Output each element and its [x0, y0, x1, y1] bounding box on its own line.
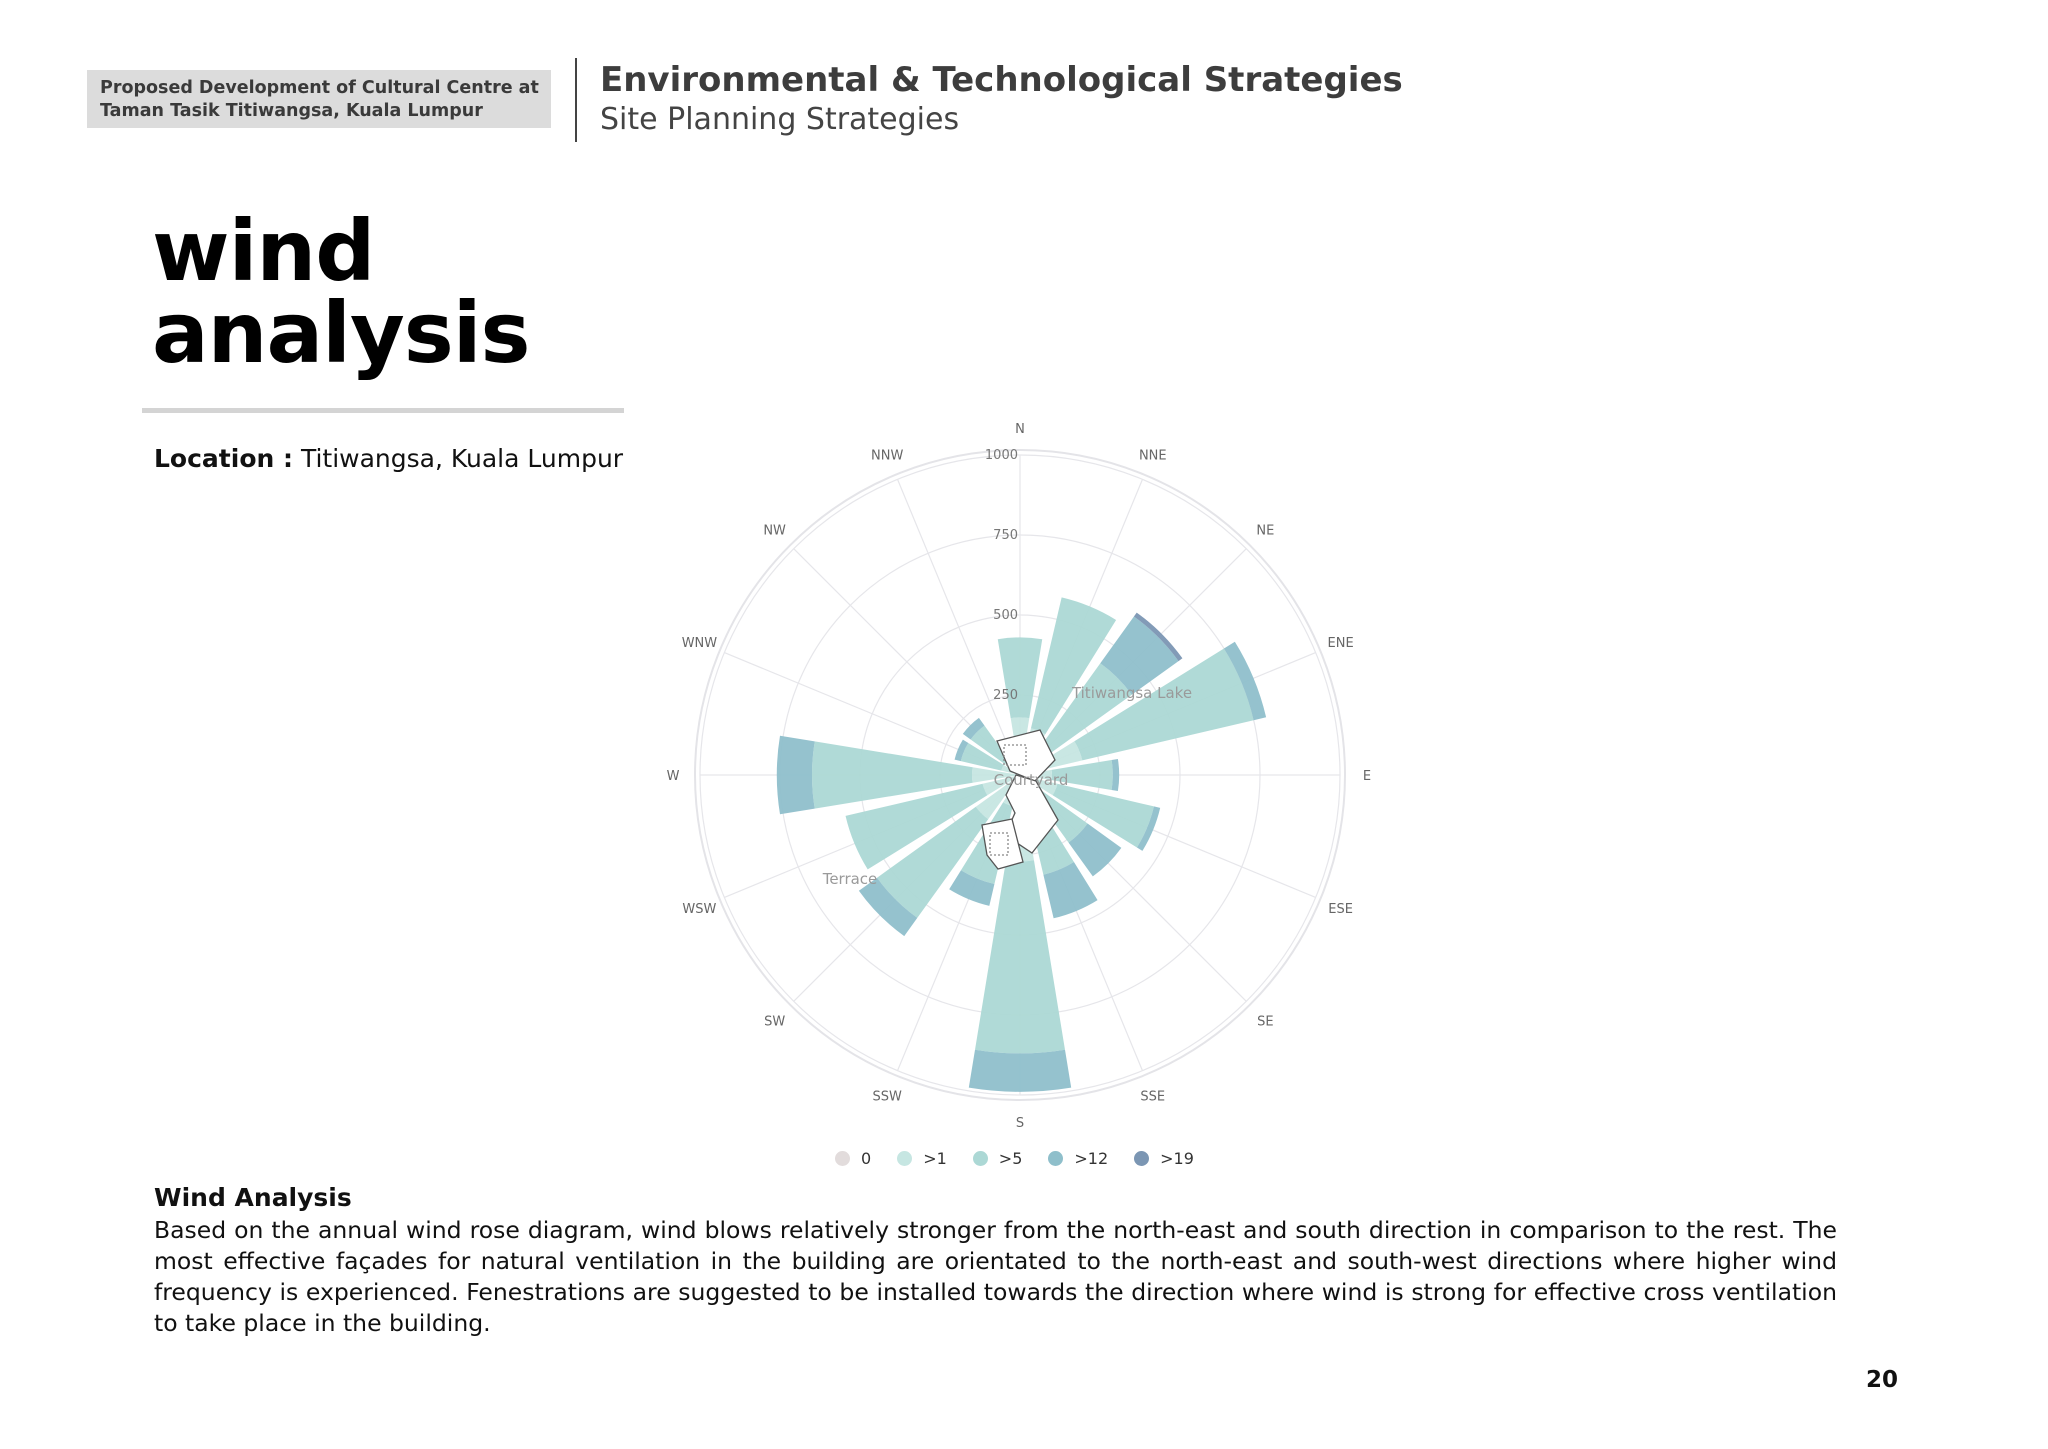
direction-label-sse: SSE	[1140, 1089, 1166, 1105]
radial-tick-label: 250	[993, 688, 1018, 703]
direction-label-nw: NW	[763, 523, 786, 539]
project-title-line2: Taman Tasik Titiwangsa, Kuala Lumpur	[100, 101, 483, 121]
location-label: Location :	[154, 444, 293, 473]
legend-item	[1134, 1149, 1194, 1168]
legend-swatch	[835, 1151, 850, 1166]
legend-label: >5	[998, 1148, 1023, 1168]
page-number: 20	[1866, 1367, 1899, 1393]
project-title-box	[87, 70, 551, 128]
project-title-line1: Proposed Development of Cultural Centre at	[100, 78, 539, 98]
direction-label-nne: NNE	[1138, 448, 1167, 464]
direction-label-se: SE	[1257, 1014, 1274, 1030]
page-title	[152, 202, 530, 382]
annotation-titiwangsa-lake: Titiwangsa Lake	[1071, 684, 1193, 702]
petal-w-bin-3	[777, 736, 815, 815]
legend-swatch	[1134, 1151, 1149, 1166]
direction-label-wnw: WNW	[681, 636, 718, 652]
chart-legend	[835, 1146, 1220, 1170]
legend-swatch	[897, 1151, 912, 1166]
direction-label-n: N	[1015, 422, 1025, 437]
direction-label-wsw: WSW	[682, 901, 717, 917]
petal-n-bin-2	[998, 637, 1042, 718]
location	[154, 444, 623, 473]
location-value: Titiwangsa, Kuala Lumpur	[300, 444, 624, 473]
section-title: Environmental & Technological Strategies	[600, 60, 1403, 100]
direction-label-ne: NE	[1256, 523, 1275, 539]
annotation-terrace: Terrace	[822, 870, 878, 888]
direction-label-s: S	[1015, 1116, 1025, 1131]
annotation-courtyard: Courtyard	[993, 771, 1069, 789]
page-title-line2: analysis	[152, 284, 530, 382]
direction-label-nnw: NNW	[871, 448, 904, 464]
legend-item	[1048, 1149, 1108, 1168]
rose-spoke	[898, 479, 1020, 775]
direction-label-w: W	[666, 769, 680, 784]
analysis-body: Based on the annual wind rose diagram, wind blows relatively stronger from the north-east and south direction in comparison to the rest. The most effective façades for natural ventilation in the building are orientated to the north-east and south-west directions where higher wind frequency is experienced. Fenestrations are suggested to be installed towards the direction where wind is strong for effective cross ventilation to take place in the building.	[154, 1216, 1837, 1337]
legend-item	[973, 1149, 1023, 1168]
direction-label-e: E	[1362, 769, 1372, 784]
legend-swatch	[1048, 1151, 1063, 1166]
title-rule	[142, 408, 624, 413]
direction-label-ese: ESE	[1328, 901, 1353, 917]
legend-item	[897, 1149, 947, 1168]
header-divider	[575, 58, 577, 142]
wind-rose-chart	[640, 415, 1400, 1175]
legend-item	[835, 1149, 871, 1168]
legend-label: >19	[1160, 1148, 1194, 1168]
analysis-title: Wind Analysis	[154, 1183, 352, 1212]
legend-label: >12	[1074, 1148, 1109, 1168]
direction-label-ene: ENE	[1327, 636, 1354, 652]
radial-tick-label: 500	[993, 608, 1018, 623]
legend-label: 0	[861, 1148, 872, 1168]
petal-s-bin-3	[969, 1050, 1071, 1092]
radial-tick-label: 1000	[984, 448, 1018, 463]
page-title-line1: wind	[152, 202, 375, 300]
direction-label-ssw: SSW	[872, 1089, 902, 1105]
legend-label: >1	[923, 1148, 947, 1168]
direction-label-sw: SW	[764, 1014, 786, 1030]
section-subtitle: Site Planning Strategies	[600, 102, 960, 137]
legend-swatch	[973, 1151, 988, 1166]
radial-tick-label: 750	[993, 528, 1018, 543]
